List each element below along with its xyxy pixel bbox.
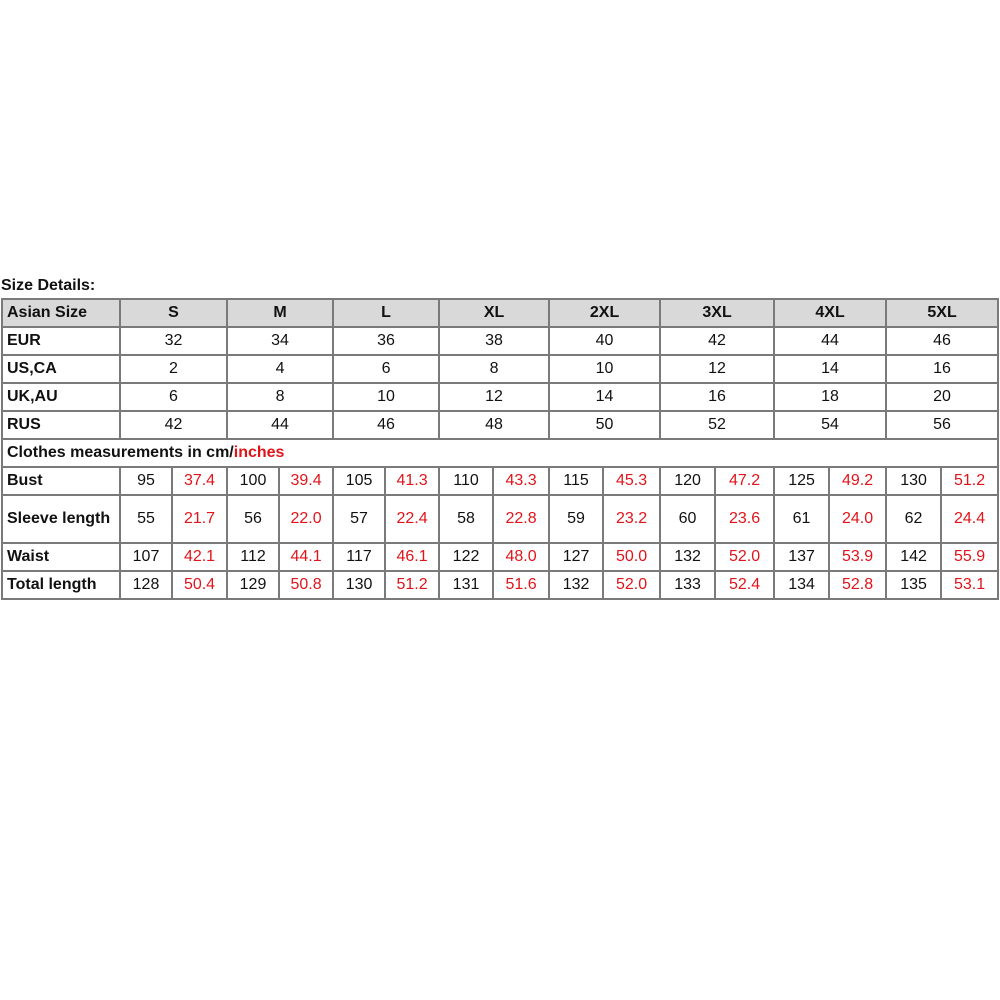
cm-value-cell: 117 <box>333 543 385 571</box>
measurements-header <box>2 439 998 467</box>
inch-value-cell: 22.0 <box>279 495 333 543</box>
size-header-cell: 5XL <box>886 299 998 327</box>
inch-value-cell: 49.2 <box>829 467 886 495</box>
cm-value-cell: 134 <box>774 571 829 599</box>
row-label: RUS <box>2 411 120 439</box>
conversion-cell: 14 <box>549 383 660 411</box>
row-label: Asian Size <box>2 299 120 327</box>
size-header-cell: L <box>333 299 439 327</box>
conversion-cell: 42 <box>120 411 227 439</box>
inch-value-cell: 44.1 <box>279 543 333 571</box>
inch-value-cell: 21.7 <box>172 495 227 543</box>
cm-value-cell: 142 <box>886 543 941 571</box>
conversion-cell: 54 <box>774 411 886 439</box>
conversion-cell: 50 <box>549 411 660 439</box>
conversion-cell: 56 <box>886 411 998 439</box>
row-label: Total length <box>2 571 120 599</box>
size-header-cell: XL <box>439 299 549 327</box>
cm-value-cell: 120 <box>660 467 715 495</box>
cm-value-cell: 127 <box>549 543 603 571</box>
inch-value-cell: 23.2 <box>603 495 660 543</box>
row-label: EUR <box>2 327 120 355</box>
conversion-cell: 14 <box>774 355 886 383</box>
measurement-row <box>2 467 998 495</box>
conversion-cell: 12 <box>439 383 549 411</box>
size-header-cell: 4XL <box>774 299 886 327</box>
row-label: Bust <box>2 467 120 495</box>
inch-value-cell: 51.2 <box>941 467 998 495</box>
cm-value-cell: 60 <box>660 495 715 543</box>
row-label: Sleeve length <box>2 495 120 543</box>
size-details-section <box>1 276 997 600</box>
inch-value-cell: 23.6 <box>715 495 774 543</box>
conversion-cell: 6 <box>120 383 227 411</box>
inch-value-cell: 50.8 <box>279 571 333 599</box>
conversion-cell: 34 <box>227 327 333 355</box>
cm-value-cell: 57 <box>333 495 385 543</box>
inch-value-cell: 53.1 <box>941 571 998 599</box>
conversion-cell: 2 <box>120 355 227 383</box>
size-header-row <box>2 299 998 327</box>
conversion-cell: 42 <box>660 327 774 355</box>
inch-value-cell: 24.0 <box>829 495 886 543</box>
conversion-cell: 32 <box>120 327 227 355</box>
conversion-cell: 46 <box>333 411 439 439</box>
inch-value-cell: 52.4 <box>715 571 774 599</box>
measurements-header-unit: inches <box>233 444 285 461</box>
cm-value-cell: 107 <box>120 543 172 571</box>
conversion-cell: 44 <box>774 327 886 355</box>
conversion-cell: 12 <box>660 355 774 383</box>
conversion-cell: 6 <box>333 355 439 383</box>
cm-value-cell: 125 <box>774 467 829 495</box>
size-chart-table <box>1 298 999 600</box>
conversion-cell: 10 <box>333 383 439 411</box>
cm-value-cell: 137 <box>774 543 829 571</box>
conversion-cell: 8 <box>227 383 333 411</box>
row-label: US,CA <box>2 355 120 383</box>
conversion-row <box>2 355 998 383</box>
conversion-cell: 40 <box>549 327 660 355</box>
inch-value-cell: 22.4 <box>385 495 439 543</box>
inch-value-cell: 37.4 <box>172 467 227 495</box>
cm-value-cell: 110 <box>439 467 493 495</box>
conversion-cell: 4 <box>227 355 333 383</box>
conversion-cell: 18 <box>774 383 886 411</box>
cm-value-cell: 129 <box>227 571 279 599</box>
cm-value-cell: 132 <box>660 543 715 571</box>
cm-value-cell: 61 <box>774 495 829 543</box>
conversion-row <box>2 383 998 411</box>
cm-value-cell: 100 <box>227 467 279 495</box>
cm-value-cell: 95 <box>120 467 172 495</box>
measurement-row <box>2 543 998 571</box>
inch-value-cell: 50.4 <box>172 571 227 599</box>
inch-value-cell: 41.3 <box>385 467 439 495</box>
conversion-cell: 48 <box>439 411 549 439</box>
measurement-row <box>2 571 998 599</box>
row-label: Waist <box>2 543 120 571</box>
inch-value-cell: 51.6 <box>493 571 549 599</box>
inch-value-cell: 47.2 <box>715 467 774 495</box>
inch-value-cell: 43.3 <box>493 467 549 495</box>
conversion-cell: 16 <box>660 383 774 411</box>
row-label: UK,AU <box>2 383 120 411</box>
cm-value-cell: 135 <box>886 571 941 599</box>
cm-value-cell: 122 <box>439 543 493 571</box>
size-header-cell: M <box>227 299 333 327</box>
cm-value-cell: 130 <box>333 571 385 599</box>
conversion-cell: 20 <box>886 383 998 411</box>
inch-value-cell: 42.1 <box>172 543 227 571</box>
cm-value-cell: 56 <box>227 495 279 543</box>
cm-value-cell: 130 <box>886 467 941 495</box>
inch-value-cell: 39.4 <box>279 467 333 495</box>
inch-value-cell: 52.0 <box>715 543 774 571</box>
inch-value-cell: 50.0 <box>603 543 660 571</box>
cm-value-cell: 59 <box>549 495 603 543</box>
inch-value-cell: 46.1 <box>385 543 439 571</box>
inch-value-cell: 55.9 <box>941 543 998 571</box>
inch-value-cell: 45.3 <box>603 467 660 495</box>
conversion-cell: 38 <box>439 327 549 355</box>
cm-value-cell: 55 <box>120 495 172 543</box>
cm-value-cell: 62 <box>886 495 941 543</box>
size-header-cell: 2XL <box>549 299 660 327</box>
inch-value-cell: 52.0 <box>603 571 660 599</box>
conversion-cell: 16 <box>886 355 998 383</box>
inch-value-cell: 24.4 <box>941 495 998 543</box>
cm-value-cell: 133 <box>660 571 715 599</box>
conversion-cell: 44 <box>227 411 333 439</box>
cm-value-cell: 132 <box>549 571 603 599</box>
cm-value-cell: 131 <box>439 571 493 599</box>
conversion-cell: 52 <box>660 411 774 439</box>
cm-value-cell: 105 <box>333 467 385 495</box>
size-header-cell: S <box>120 299 227 327</box>
cm-value-cell: 128 <box>120 571 172 599</box>
conversion-cell: 36 <box>333 327 439 355</box>
inch-value-cell: 53.9 <box>829 543 886 571</box>
inch-value-cell: 51.2 <box>385 571 439 599</box>
cm-value-cell: 58 <box>439 495 493 543</box>
conversion-cell: 10 <box>549 355 660 383</box>
measurement-row <box>2 495 998 543</box>
conversion-row <box>2 411 998 439</box>
inch-value-cell: 52.8 <box>829 571 886 599</box>
conversion-cell: 46 <box>886 327 998 355</box>
cm-value-cell: 115 <box>549 467 603 495</box>
inch-value-cell: 48.0 <box>493 543 549 571</box>
conversion-cell: 8 <box>439 355 549 383</box>
section-caption: Size Details: <box>1 277 96 294</box>
cm-value-cell: 112 <box>227 543 279 571</box>
inch-value-cell: 22.8 <box>493 495 549 543</box>
conversion-row <box>2 327 998 355</box>
measurements-header-row <box>2 439 998 467</box>
size-header-cell: 3XL <box>660 299 774 327</box>
measurements-header-prefix: Clothes measurements in cm/ <box>7 444 234 461</box>
